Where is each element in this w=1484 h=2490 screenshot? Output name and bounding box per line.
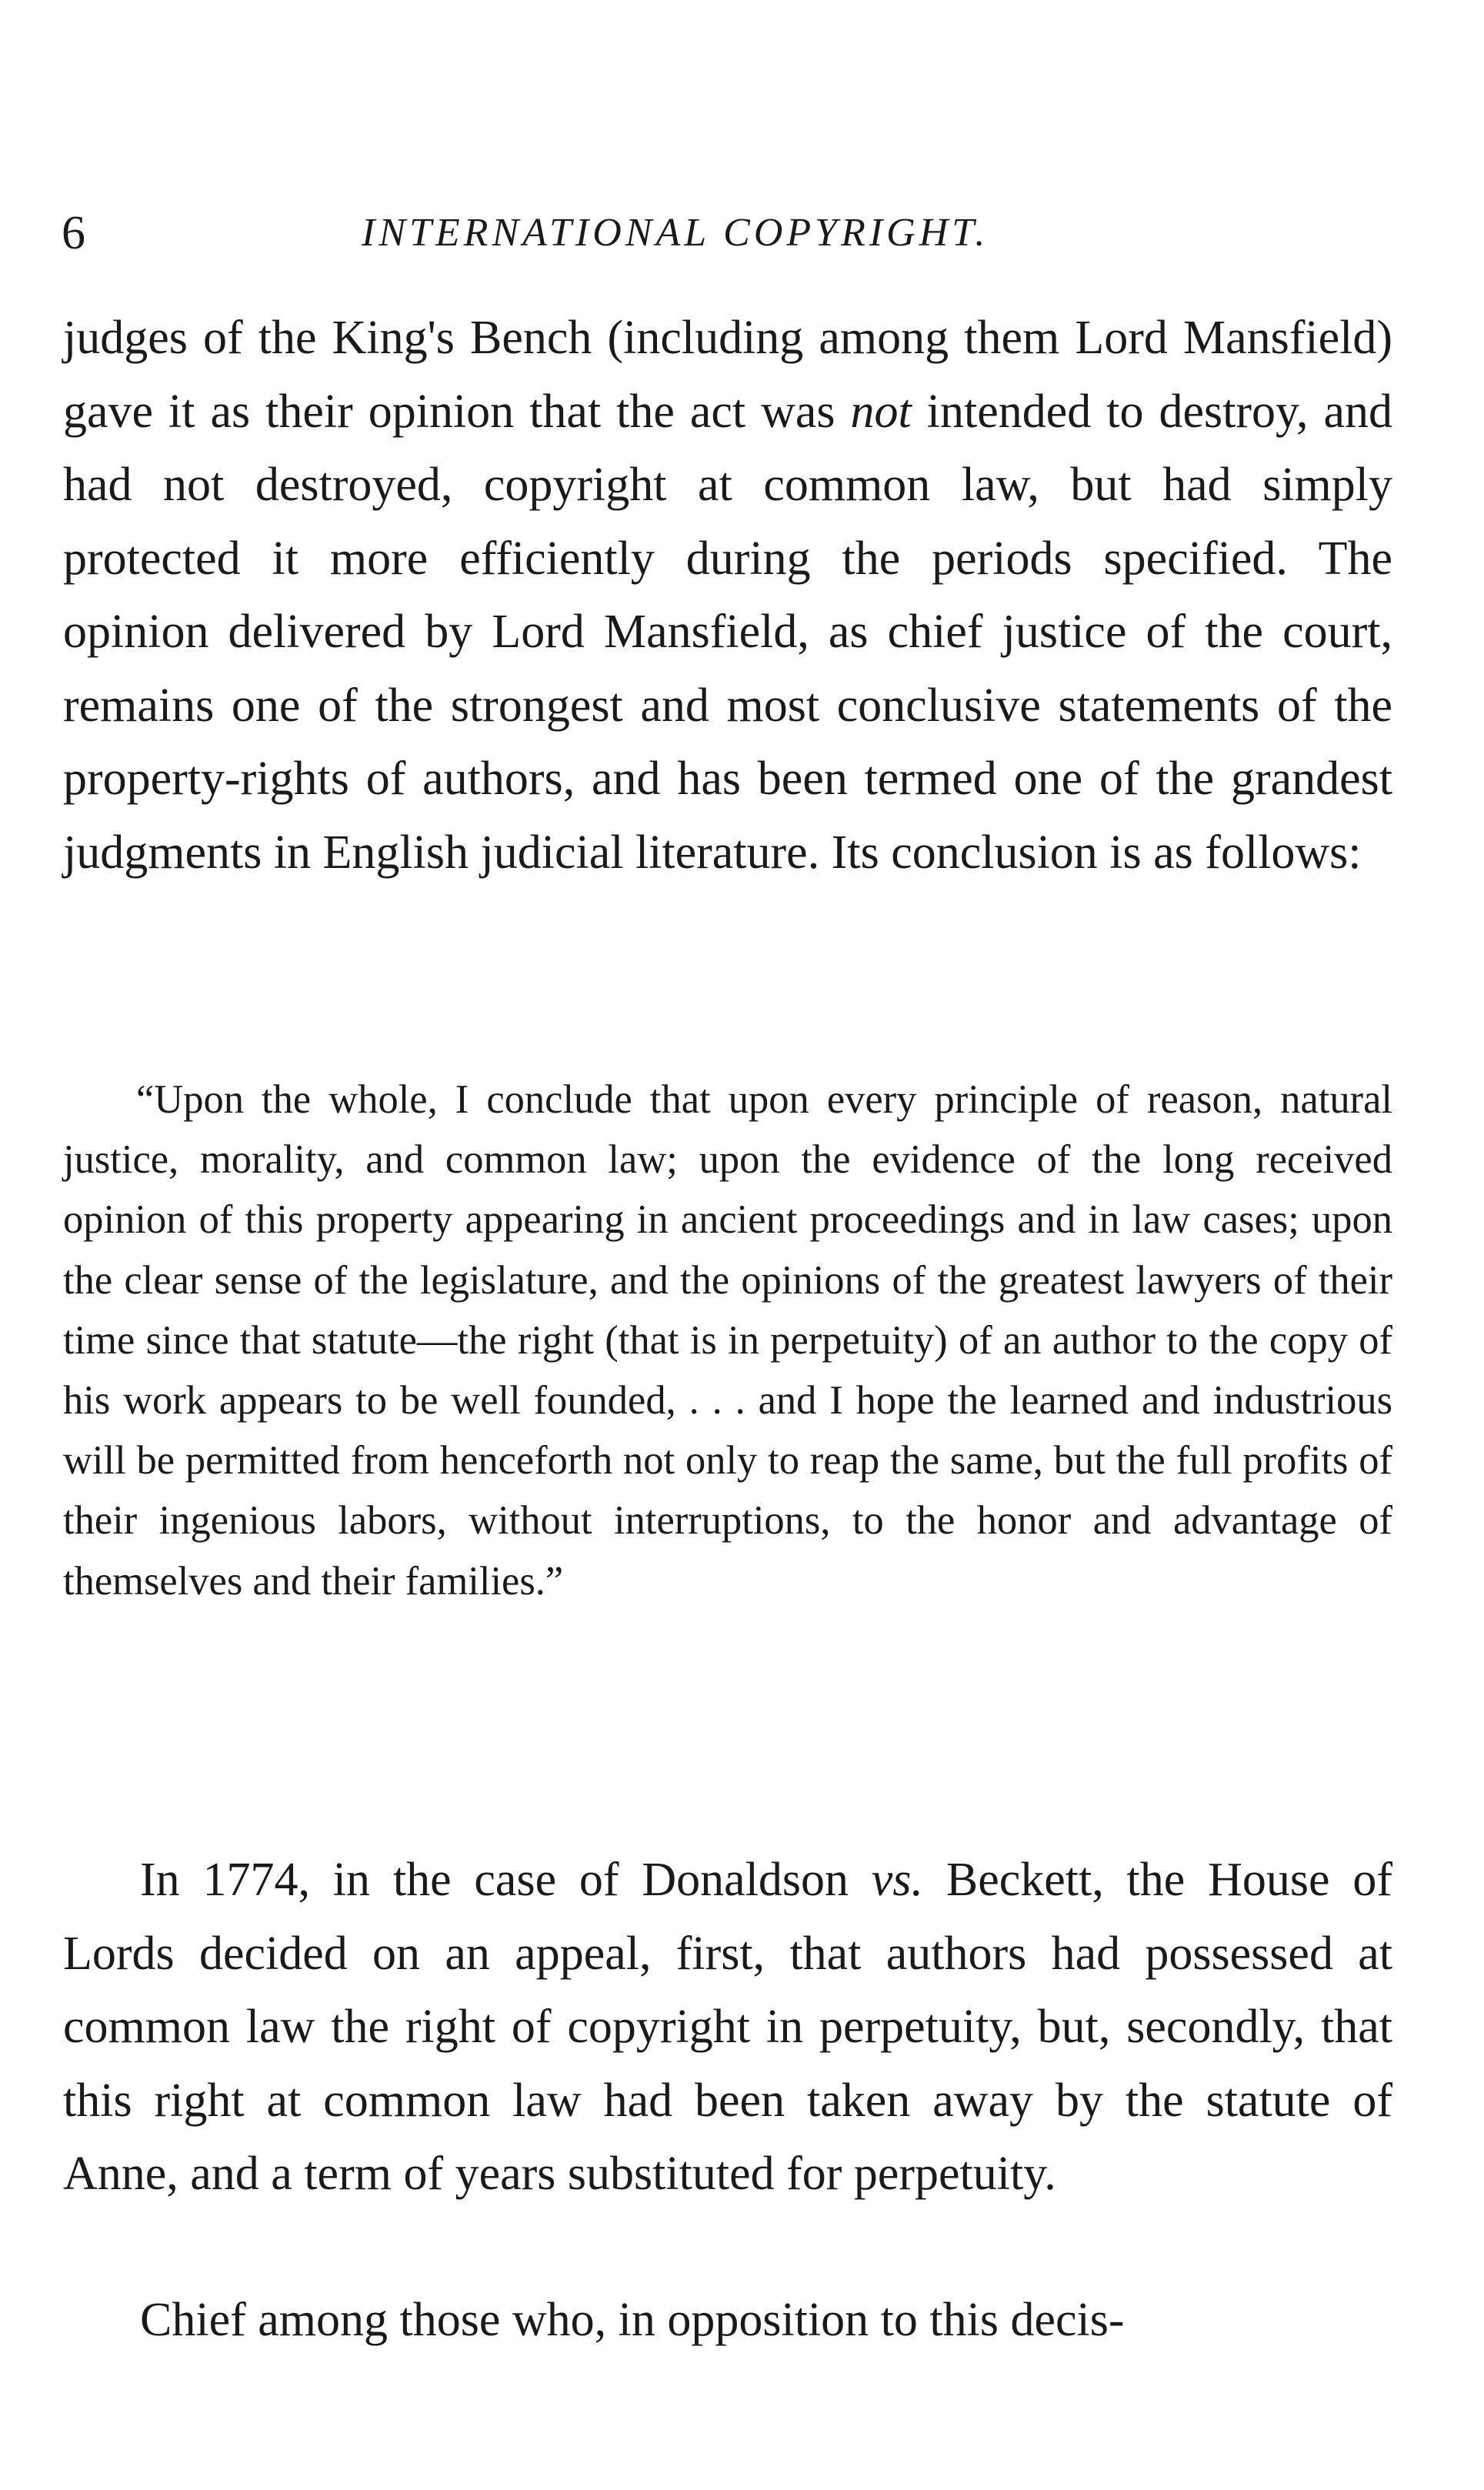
emphasis-text: vs. <box>871 1854 924 1906</box>
paragraph-continuation: Chief among those who, in opposition to this decis- <box>140 2294 1125 2346</box>
paragraph-mansfield-opinion <box>63 302 1392 890</box>
page-number: 6 <box>62 207 85 259</box>
paragraph-text: judges of the King's Bench (including among them Lord Mansfield) gave it as their opinion that the act was <box>63 312 1392 438</box>
paragraph-text: Beckett, the House of Lords decided on an appeal, first, that authors had possessed at common law the right of copyright in perpetuity, but, secondly, that this right at common law had been taken away by the statute of Anne, and a term of years substituted for perpetuity. <box>63 1854 1393 2200</box>
block-quote-mansfield: “Upon the whole, I conclude that upon every principle of reason, natural justice, morality, and common law; upon the evidence of the long received opinion of this property appearing in ancient proceedings and in law cases; upon the clear sense of the legislature, and the opinions of the greatest lawyers of their time since that statute—the right (that is in perpetuity) of an author to the copy of his work appears to be well founded, . . . and I hope the learned and industrious will be permitted from henceforth not only to reap the same, but the full profits of their ingenious labors, without interruptions, to the honor and advantage of themselves and their families.” <box>63 1077 1392 1604</box>
running-title: INTERNATIONAL COPYRIGHT. <box>362 211 989 255</box>
emphasis-text: not <box>850 385 912 438</box>
paragraph-text: In 1774, in the case of Donaldson <box>140 1854 872 1906</box>
paragraph-donaldson-beckett <box>63 1844 1392 2211</box>
paragraph-text: intended to destroy, and had not destroyed, copyright at common law, but had simply protected it more efficiently during the periods specified. The opinion delivered by Lord Mansfield, as chief justice of the court, remains one of the strongest and most conclusive statements of the property-rights of authors, and has been termed one of the grandest judgments in English judicial literature. Its conclusion is as follows: <box>63 385 1392 879</box>
running-head <box>62 199 1392 268</box>
